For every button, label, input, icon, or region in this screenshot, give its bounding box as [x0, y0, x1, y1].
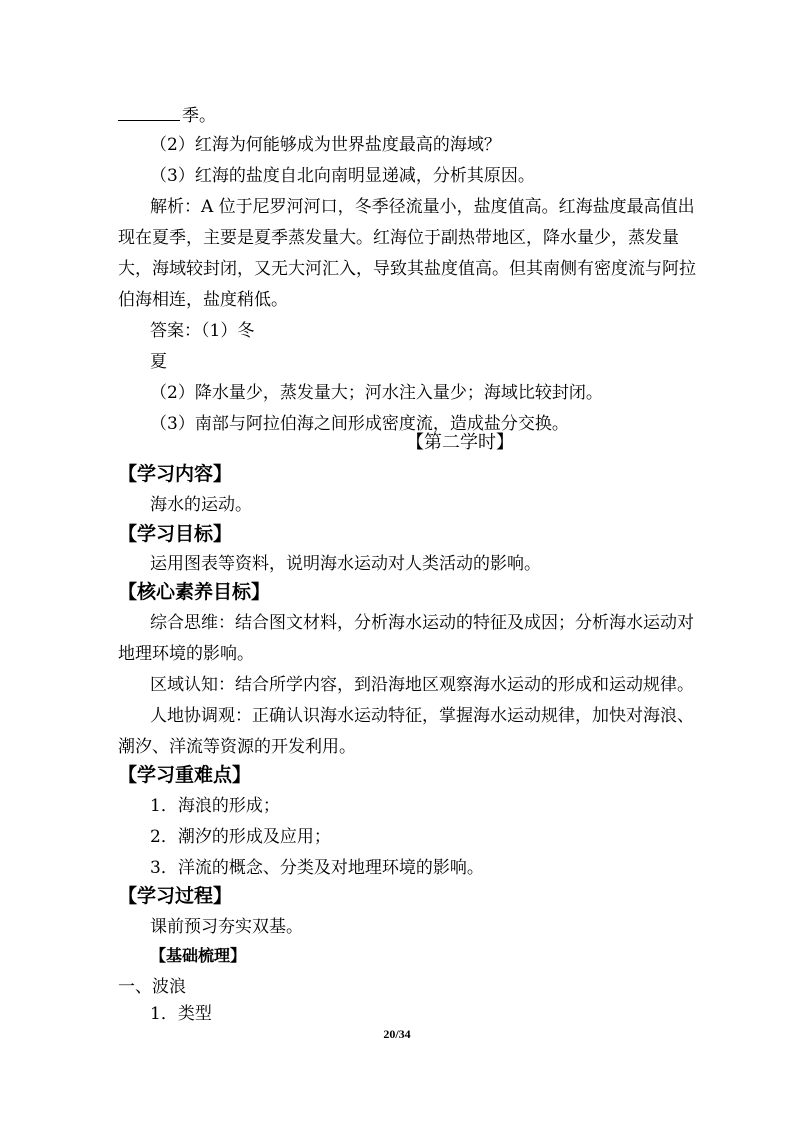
key-point-3: 3．洋流的概念、分类及对地理环境的影响。 — [150, 858, 484, 878]
core-goal-line-3: 区域认知：结合所学内容，到沿海地区观察海水运动的形成和运动规律。 — [150, 675, 694, 695]
key-point-2: 2．潮汐的形成及应用； — [150, 827, 331, 847]
section-title: 【第二学时】 — [406, 432, 514, 453]
analysis-line-2: 现在夏季，主要是夏季蒸发量大。红海位于副热带地区，降水量少，蒸发量 — [118, 228, 679, 248]
core-goal-line-4: 人地协调观：正确认识海水运动特征，掌握海水运动规律，加快对海浪、 — [150, 706, 694, 726]
key-points-heading: 【学习重难点】 — [118, 764, 252, 786]
study-content-heading: 【学习内容】 — [118, 463, 233, 485]
key-point-1: 1．海浪的形成； — [150, 796, 280, 816]
analysis-line-4: 伯海相连，盐度稍低。 — [118, 290, 288, 310]
page-number: 20/34 — [383, 1027, 411, 1041]
study-goal-heading: 【学习目标】 — [118, 523, 233, 545]
analysis-line-1: 解析：A 位于尼罗河河口，冬季径流量小，盐度值高。红海盐度最高值出 — [150, 197, 695, 217]
process-text: 课前预习夯实双基。 — [150, 917, 303, 937]
answer-line-2: 夏 — [150, 352, 167, 372]
core-goal-heading: 【核心素养目标】 — [118, 581, 271, 603]
core-goal-line-1: 综合思维：结合图文材料，分析海水运动的特征及成因；分析海水运动对 — [150, 613, 694, 633]
study-goal-text: 运用图表等资料，说明海水运动对人类活动的影响。 — [150, 554, 541, 574]
answer-line-1: 答案：（1）冬 — [150, 321, 255, 341]
core-goal-line-5: 潮汐、洋流等资源的开发利用。 — [118, 737, 356, 757]
core-goal-line-2: 地理环境的影响。 — [118, 644, 254, 664]
question-3: （3）红海的盐度自北向南明显递减，分析其原因。 — [150, 166, 535, 186]
study-content-text: 海水的运动。 — [150, 495, 252, 515]
process-heading: 【学习过程】 — [118, 885, 233, 907]
blank-suffix: 季。 — [182, 106, 216, 126]
part-1-heading: 一、波浪 — [118, 977, 186, 997]
answer-line-3: （2）降水量少，蒸发量大；河水注入量少；海域比较封闭。 — [150, 383, 603, 403]
part-1-item-1: 1．类型 — [150, 1004, 212, 1024]
basics-heading: 【基础梳理】 — [150, 946, 247, 965]
fill-blank — [118, 104, 180, 121]
analysis-line-3: 大，海域较封闭，又无大河汇入，导致其盐度值高。但其南侧有密度流与阿拉 — [118, 259, 696, 279]
question-2: （2）红海为何能够成为世界盐度最高的海域？ — [150, 135, 501, 155]
answer-blank-line — [118, 104, 678, 126]
answer-line-4: （3）南部与阿拉伯海之间形成密度流，造成盐分交换。 — [150, 414, 569, 434]
